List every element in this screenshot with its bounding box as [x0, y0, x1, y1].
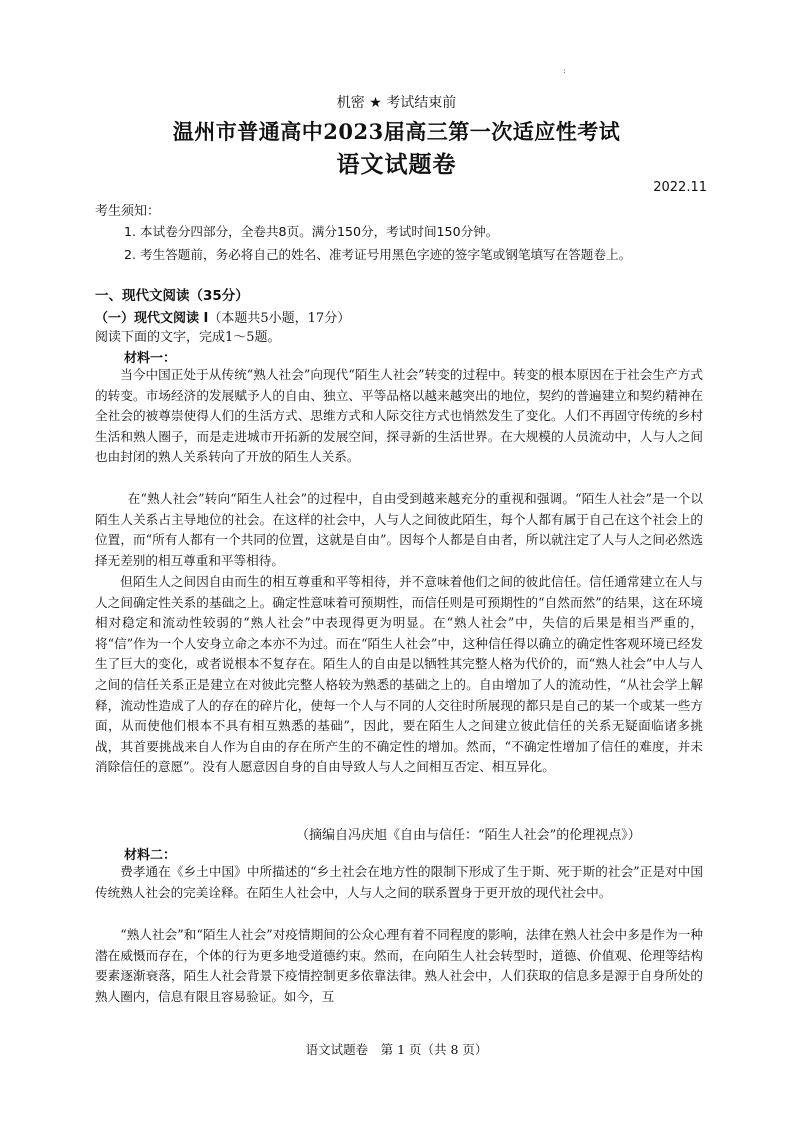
part-note: （本题共5小题，17分）: [208, 311, 351, 326]
confidential-mark: 机密 ★ 考试结束前: [336, 95, 457, 111]
exam-date: 2022.11: [653, 180, 707, 195]
notice-item: 2. 考生答题前，务必将自己的姓名、准考证号用黑色字迹的签字笔或钢笔填写在答题卷上。: [124, 247, 632, 262]
part-heading: [95, 307, 350, 326]
material-2-paragraph: 费孝通在《乡土中国》中所描述的“乡土社会在地方性的限制下形成了生于斯、死于斯的社会”正是对中国传统熟人社会的完美诠释。在陌生人社会中，人与人之间的联系置身于更开放的现代社会中。: [95, 864, 703, 900]
exam-subtitle: 语文试题卷: [336, 151, 457, 178]
exam-title: 温州市普通高中2023届高三第一次适应性考试: [172, 119, 621, 144]
material-1-paragraph: 当今中国正处于从传统“熟人社会”向现代“陌生人社会”转变的过程中。转变的根本原因在于社会生产方式的转变。市场经济的发展赋予人的自由、独立、平等品格以越来越突出的地位，契约的普遍建立和契约精神在全社会的被尊崇使得人们的生活方式、思维方式和人际交往方式也悄然发生了变化。人们不再固守传统的乡村生活和熟人圈子，而是走进城市开拓新的发展空间，探寻新的生活世界。在大规模的人员流动中，人与人之间也由封闭的熟人关系转向了开放的陌生人关系。: [95, 367, 703, 465]
material-1-paragraph: 在“熟人社会”转向“陌生人社会”的过程中，自由受到越来越充分的重视和强调。“陌生人社会”是一个以陌生人关系占主导地位的社会。在这样的社会中，人与人之间彼此陌生，每个人都有属于自己在这个社会上的位置，而“所有人都有一个共同的位置，这就是自由”。因每个人都是自由者，所以就注定了人与人之间必然选择无差别的相互尊重和平等相待。: [95, 491, 703, 568]
instruction: 阅读下面的文字，完成1～5题。: [95, 330, 281, 345]
material-2-label: 材料二：: [124, 848, 177, 863]
notice-item: 1. 本试卷分四部分，全卷共8页。满分150分，考试时间150分钟。: [124, 224, 499, 239]
notice-heading: 考生须知：: [95, 204, 161, 219]
page-footer: 语文试题卷 第 1 页（共 8 页）: [305, 1042, 488, 1057]
material-1-label: 材料一：: [124, 351, 177, 366]
material-1-source: （摘编自冯庆旭《自由与信任：“陌生人社会”的伦理视点》）: [296, 828, 641, 843]
corner-mark: :: [563, 66, 566, 75]
material-1-paragraph: 但陌生人之间因自由而生的相互尊重和平等相待，并不意味着他们之间的彼此信任。信任通常建立在人与人之间确定性关系的基础之上。确定性意味着可预期性，而信任则是可预期性的“自然而然”的结果，这在环境相对稳定和流动性较弱的“熟人社会”中表现得更为明显。在“熟人社会”中，失信的后果是相当严重的，将“信”作为一个人安身立命之本亦不为过。而在“陌生人社会”中，这种信任得以确立的确定性客观环境已经发生了巨大的变化，或者说根本不复存在。陌生人的自由是以牺牲其完整人格为代价的，而“熟人社会”中人与人之间的信任关系正是建立在对彼此完整人格较为熟悉的基础之上的。自由增加了人的流动性，“从社会学上解释，流动性造成了人的存在的碎片化，使每一个人与不同的人交往时所展现的都只是自己的某一个或某一些方面，从而使他们根本不具有相互熟悉的基础”，因此，要在陌生人之间建立彼此信任的关系无疑面临诸多挑战，其首要挑战来自人作为自由的存在所产生的不确定性的增加。然而，“不确定性增加了信任的难度，并未消除信任的意愿”。没有人愿意因自身的自由导致人与人之间相互否定、相互异化。: [95, 574, 703, 775]
part-label: （一）现代文阅读 I: [95, 311, 209, 326]
section-heading: 一、现代文阅读（35分）: [95, 288, 249, 304]
material-2-paragraph: “熟人社会”和“陌生人社会”对疫情期间的公众心理有着不同程度的影响，法律在熟人社会中多是作为一种潜在威慑而存在，个体的行为更多地受道德约束。然而，在向陌生人社会转型时，道德、价值观、伦理等结构要素逐渐衰落，陌生人社会背景下疫情控制更多依靠法律。熟人社会中，人们获取的信息多是源于自身所处的熟人圈内，信息有限且容易验证。如今，互: [95, 927, 703, 1004]
